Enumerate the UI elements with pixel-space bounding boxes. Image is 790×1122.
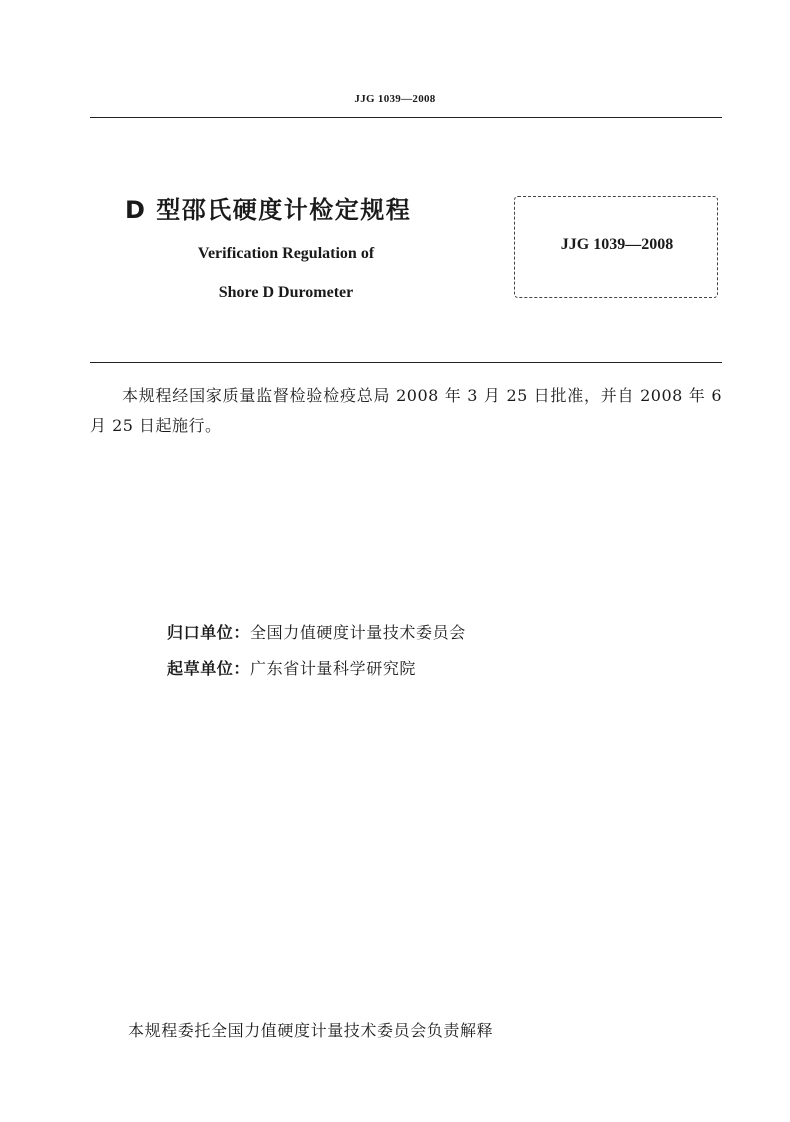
page-title-chinese: D 型邵氏硬度计检定规程 [125, 196, 412, 224]
responsible-organization-value: 全国力值硬度计量技术委员会 [250, 623, 466, 642]
approval-paragraph: 本规程经国家质量监督检验检疫总局 2008 年 3 月 25 日批准，并自 2008 年 6 月 25 日起施行。 [90, 386, 722, 435]
drafting-organization-label: 起草单位： [167, 659, 251, 678]
standard-code-box-text: JJG 1039—2008 [560, 236, 674, 253]
drafting-organization [167, 656, 416, 679]
header-rule [90, 117, 722, 118]
interpretation-note: 本规程委托全国力值硬度计量技术委员会负责解释 [128, 1021, 494, 1040]
header-standard-code: JJG 1039—2008 [354, 93, 436, 105]
page-title-english-line2: Shore D Durometer [218, 284, 354, 301]
title-divider-rule [90, 362, 722, 363]
responsible-organization [167, 620, 466, 643]
drafting-organization-value: 广东省计量科学研究院 [250, 659, 417, 678]
page-title-english-line1: Verification Regulation of [197, 245, 375, 262]
responsible-organization-label: 归口单位： [167, 623, 251, 642]
